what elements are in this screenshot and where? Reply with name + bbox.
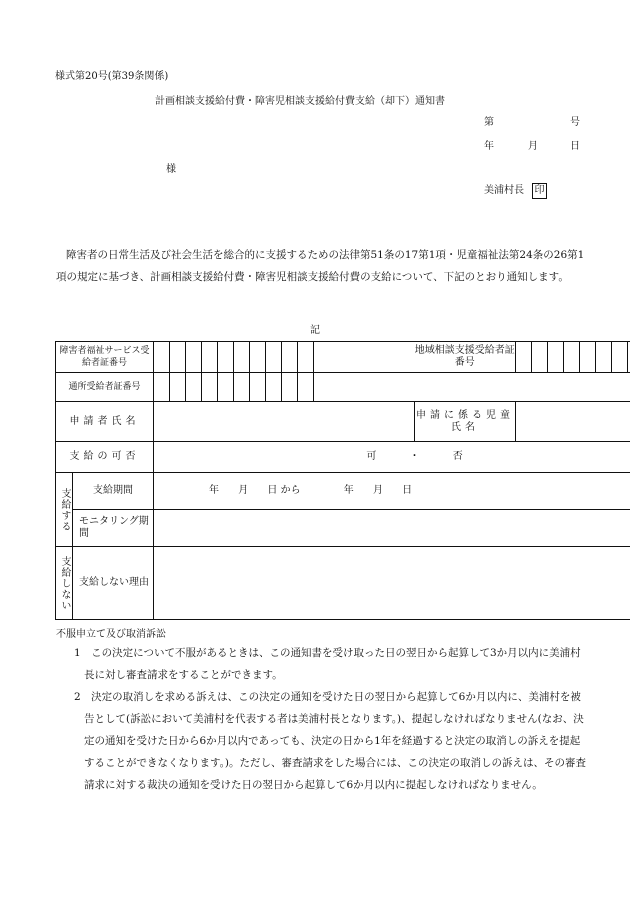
- digit-cell[interactable]: [282, 342, 298, 373]
- digit-cell[interactable]: [548, 342, 564, 373]
- digit-cell[interactable]: [250, 342, 266, 373]
- digit-cell[interactable]: [186, 373, 202, 402]
- digit-cell[interactable]: [516, 342, 532, 373]
- monitoring-label: モニタリング期間: [73, 510, 154, 547]
- addressee-suffix: 様: [166, 164, 176, 175]
- digit-cell[interactable]: [298, 373, 314, 402]
- supply-period-label: 支給期間: [73, 473, 154, 510]
- no-supply-reason-field[interactable]: [154, 547, 630, 620]
- digit-cell[interactable]: [250, 373, 266, 402]
- approval-yes: 可: [366, 451, 377, 462]
- body-text: 障害者の日常生活及び社会生活を総合的に支援するための法律第51条の17第1項・児童福祉法第24条の26第1項の規定に基づき、計画相談支援給付費・障害児相談支援給付費の支給について、下記のとおり通知します。: [56, 249, 585, 283]
- digit-cell[interactable]: [282, 373, 298, 402]
- number-suffix: 号: [570, 117, 580, 128]
- period-year-2: 年: [343, 485, 354, 496]
- applicant-name-label: 申請者氏名: [56, 402, 154, 442]
- approval-value[interactable]: [154, 442, 630, 473]
- digit-cell[interactable]: [612, 342, 628, 373]
- seal-mark: 印: [532, 183, 547, 199]
- no-supply-reason-label: 支給しない理由: [73, 547, 154, 620]
- appeal-title: 不服申立て及び取消訴訟: [56, 629, 166, 640]
- digit-cell[interactable]: [596, 342, 612, 373]
- child-name-label: 申請に係る児童氏名: [415, 402, 516, 442]
- digit-cell[interactable]: [186, 342, 202, 373]
- service-cert-label: 障害者福祉サービス受給者証番号: [56, 342, 154, 373]
- child-name-field[interactable]: [516, 402, 630, 442]
- digit-cell[interactable]: [218, 342, 234, 373]
- supply-group-label: 支給する: [56, 473, 73, 547]
- appeal-item-1: 1 この決定について不服があるときは、この通知書を受け取った日の翌日から起算して3か月以内に美浦村長に対し審査請求をすることができます。: [74, 647, 581, 681]
- date-year: 年: [484, 141, 494, 152]
- digit-cell[interactable]: [202, 342, 218, 373]
- number-prefix: 第: [484, 117, 494, 128]
- period-month-1: 月: [238, 485, 249, 496]
- appeal-list: [56, 642, 586, 796]
- ki-heading: 記: [310, 325, 320, 336]
- notice-table: [55, 341, 630, 620]
- date-day: 日: [570, 141, 580, 152]
- digit-cell[interactable]: [202, 373, 218, 402]
- blank-cell: [314, 373, 630, 402]
- period-day-from: 日 から: [267, 485, 301, 496]
- date-month: 月: [528, 141, 538, 152]
- period-year-1: 年: [209, 485, 220, 496]
- form-id: 様式第20号(第39条関係): [55, 71, 169, 82]
- digit-cell[interactable]: [266, 342, 282, 373]
- digit-cell[interactable]: [154, 373, 170, 402]
- digit-cell[interactable]: [154, 342, 170, 373]
- digit-cell[interactable]: [564, 342, 580, 373]
- document-title: 計画相談支援給付費・障害児相談支援給付費支給（却下）通知書: [155, 96, 445, 107]
- approval-separator: ・: [409, 451, 420, 462]
- digit-cell[interactable]: [170, 342, 186, 373]
- applicant-name-field[interactable]: [154, 402, 415, 442]
- no-supply-group-label: 支給しない: [56, 547, 73, 620]
- period-day-2: 日: [402, 485, 413, 496]
- digit-cell[interactable]: [234, 373, 250, 402]
- digit-cell[interactable]: [170, 373, 186, 402]
- monitoring-field[interactable]: [154, 510, 630, 547]
- approval-label: 支給の可否: [56, 442, 154, 473]
- day-service-cert-label: 通所受給者証番号: [56, 373, 154, 402]
- appeal-item-2: 2 決定の取消しを求める訴えは、この決定の通知を受けた日の翌日から起算して6か月以内に、美浦村を被告として(訴訟において美浦村を代表する者は美浦村長となります。)、提起しなければなりません(なお、決定の通知を受けた日から6か月以内であっても、決定の日から1年を経過すると決定の取消しの訴えを提起することができなくなります。)。ただし、審査請求をした場合には、この決定の取消しの訴えは、その審査請求に対する裁決の通知を受けた日の翌日から起算して6か月以内に提起しなければなりません。: [74, 691, 587, 791]
- regional-cert-label: 地域相談支援受給者証番号: [415, 342, 516, 373]
- approval-no: 否: [452, 451, 463, 462]
- spacer-cell: [314, 342, 415, 373]
- supply-period-field[interactable]: [154, 473, 630, 510]
- issuer: [484, 181, 547, 199]
- digit-cell[interactable]: [298, 342, 314, 373]
- period-month-2: 月: [372, 485, 383, 496]
- digit-cell[interactable]: [218, 373, 234, 402]
- issuer-name: 美浦村長: [484, 185, 524, 196]
- digit-cell[interactable]: [580, 342, 596, 373]
- digit-cell[interactable]: [266, 373, 282, 402]
- digit-cell[interactable]: [532, 342, 548, 373]
- digit-cell[interactable]: [234, 342, 250, 373]
